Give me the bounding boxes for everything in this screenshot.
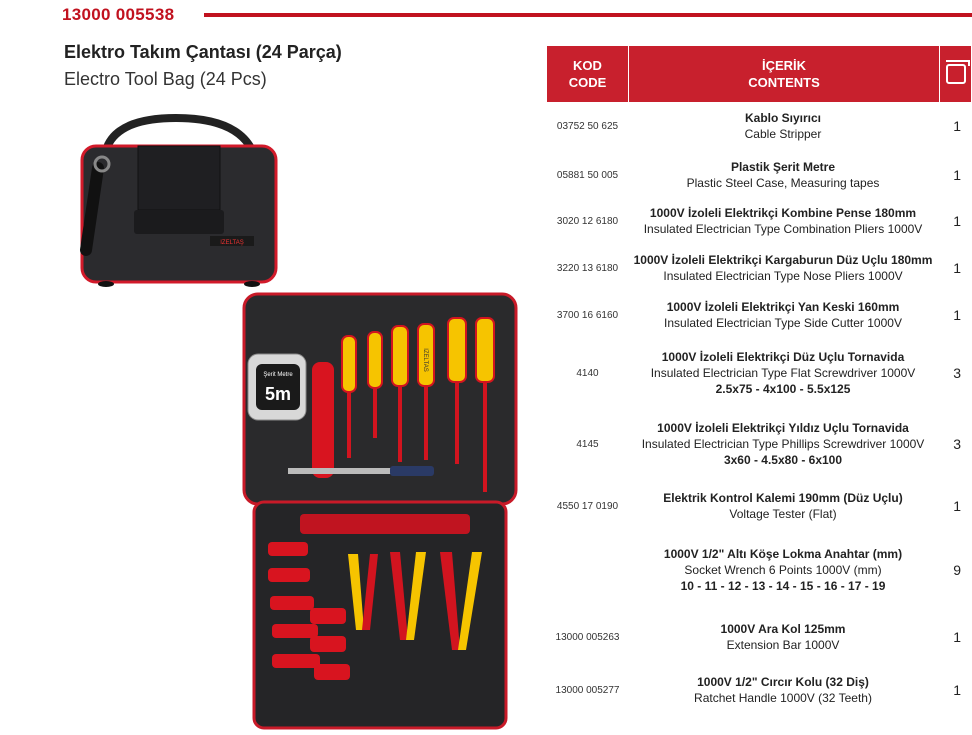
title-english: Electro Tool Bag (24 Pcs): [64, 69, 267, 89]
row-contents: [628, 490, 938, 522]
row-code: 4550 17 0190: [556, 500, 619, 512]
row-contents: [628, 299, 938, 331]
product-code: 13000 005538: [62, 5, 175, 24]
row-code: 3220 13 6180: [556, 262, 619, 274]
table-header: [547, 46, 971, 102]
row-quantity: 1: [953, 260, 961, 276]
row-contents: [628, 205, 938, 237]
header-quantity: [940, 46, 971, 102]
row-code: 4145: [576, 438, 599, 450]
row-code: 3700 16 6160: [556, 309, 619, 321]
closed-tool-bag-image: [76, 110, 282, 288]
table-row: [547, 104, 971, 148]
row-contents: [628, 621, 938, 653]
row-name-turkish: 1000V İzoleli Elektrikçi Kargaburun Düz Uçlu 180mm: [633, 253, 933, 267]
row-name-turkish: Elektrik Kontrol Kalemi 190mm (Düz Uçlu): [663, 491, 903, 505]
row-code: 13000 005263: [555, 631, 620, 643]
row-name-turkish: 1000V 1/2" Cırcır Kolu (32 Diş): [697, 675, 869, 689]
row-contents: [628, 110, 938, 142]
table-row: [547, 340, 971, 406]
header-code: [547, 46, 629, 102]
row-name-english: Insulated Electrician Type Combination Pliers 1000V: [643, 222, 923, 236]
row-code: 03752 50 625: [556, 120, 619, 132]
screwdriver-brand: IZELTAS: [422, 348, 428, 372]
row-contents: [628, 159, 938, 191]
row-code: 3020 12 6180: [556, 215, 619, 227]
bag-brand-label: IZELTAŞ: [220, 240, 244, 246]
row-sizes: 3x60 - 4.5x80 - 6x100: [723, 453, 843, 467]
table-row: [547, 614, 971, 660]
table-row: [547, 533, 971, 607]
row-name-english: Cable Stripper: [744, 127, 822, 141]
row-name-turkish: 1000V Ara Kol 125mm: [720, 622, 846, 636]
table-row: [547, 667, 971, 713]
header-code-en: CODE: [568, 75, 607, 90]
row-quantity: 1: [953, 167, 961, 183]
row-contents: [628, 674, 938, 706]
open-tool-bag-image: [240, 290, 522, 730]
title-turkish: Elektro Takım Çantası (24 Parça): [64, 42, 342, 62]
table-row: [547, 481, 971, 531]
tape-label: Şerit Metre: [263, 372, 293, 378]
row-name-turkish: 1000V İzoleli Elektrikçi Düz Uçlu Tornavida: [661, 350, 905, 364]
row-quantity: 1: [953, 682, 961, 698]
contents-table: [547, 46, 971, 705]
row-name-turkish: 1000V 1/2" Altı Köşe Lokma Anahtar (mm): [663, 547, 903, 561]
row-name-english: Socket Wrench 6 Points 1000V (mm): [684, 563, 882, 577]
row-code: 13000 005277: [555, 684, 620, 696]
row-quantity: 1: [953, 118, 961, 134]
row-name-english: Extension Bar 1000V: [726, 638, 840, 652]
table-row: [547, 411, 971, 477]
header-code-tr: KOD: [573, 58, 602, 73]
row-contents: [628, 546, 938, 594]
header-contents-tr: İÇERİK: [761, 58, 807, 73]
row-quantity: 1: [953, 629, 961, 645]
header-contents-en: CONTENTS: [748, 75, 820, 90]
row-sizes: 2.5x75 - 4x100 - 5.5x125: [715, 382, 851, 396]
row-code: 05881 50 005: [556, 169, 619, 181]
row-quantity: 1: [953, 307, 961, 323]
row-quantity: 3: [953, 365, 961, 381]
row-quantity: 1: [953, 498, 961, 514]
row-name-english: Insulated Electrician Type Phillips Screwdriver 1000V: [641, 437, 925, 451]
row-name-english: Insulated Electrician Type Side Cutter 1000V: [664, 316, 902, 330]
header-divider: [204, 13, 972, 17]
row-name-turkish: 1000V İzoleli Elektrikçi Kombine Pense 180mm: [649, 206, 917, 220]
row-code: 4140: [576, 367, 599, 379]
row-name-turkish: 1000V İzoleli Elektrikçi Yıldız Uçlu Tornavida: [657, 421, 909, 435]
row-quantity: 3: [953, 436, 961, 452]
row-name-turkish: Plastik Şerit Metre: [730, 160, 836, 174]
table-row: [547, 245, 971, 291]
table-row: [547, 198, 971, 244]
row-name-english: Insulated Electrician Type Nose Pliers 1000V: [663, 269, 903, 283]
row-quantity: 9: [953, 562, 961, 578]
row-sizes: 10 - 11 - 12 - 13 - 14 - 15 - 16 - 17 - 19: [680, 579, 886, 593]
header-contents: [629, 46, 940, 102]
header-bar: [62, 4, 972, 26]
row-contents: [628, 349, 938, 397]
row-contents: [628, 420, 938, 468]
row-name-english: Insulated Electrician Type Flat Screwdriver 1000V: [650, 366, 916, 380]
quantity-box-icon: [946, 64, 966, 84]
tape-size: 5m: [264, 384, 292, 404]
row-name-turkish: 1000V İzoleli Elektrikçi Yan Keski 160mm: [666, 300, 900, 314]
table-row: [547, 292, 971, 338]
row-contents: [628, 252, 938, 284]
row-quantity: 1: [953, 213, 961, 229]
row-name-english: Plastic Steel Case, Measuring tapes: [686, 176, 880, 190]
row-name-turkish: Kablo Sıyırıcı: [744, 111, 822, 125]
row-name-english: Ratchet Handle 1000V (32 Teeth): [694, 691, 872, 705]
row-name-english: Voltage Tester (Flat): [729, 507, 837, 521]
table-row: [547, 153, 971, 197]
